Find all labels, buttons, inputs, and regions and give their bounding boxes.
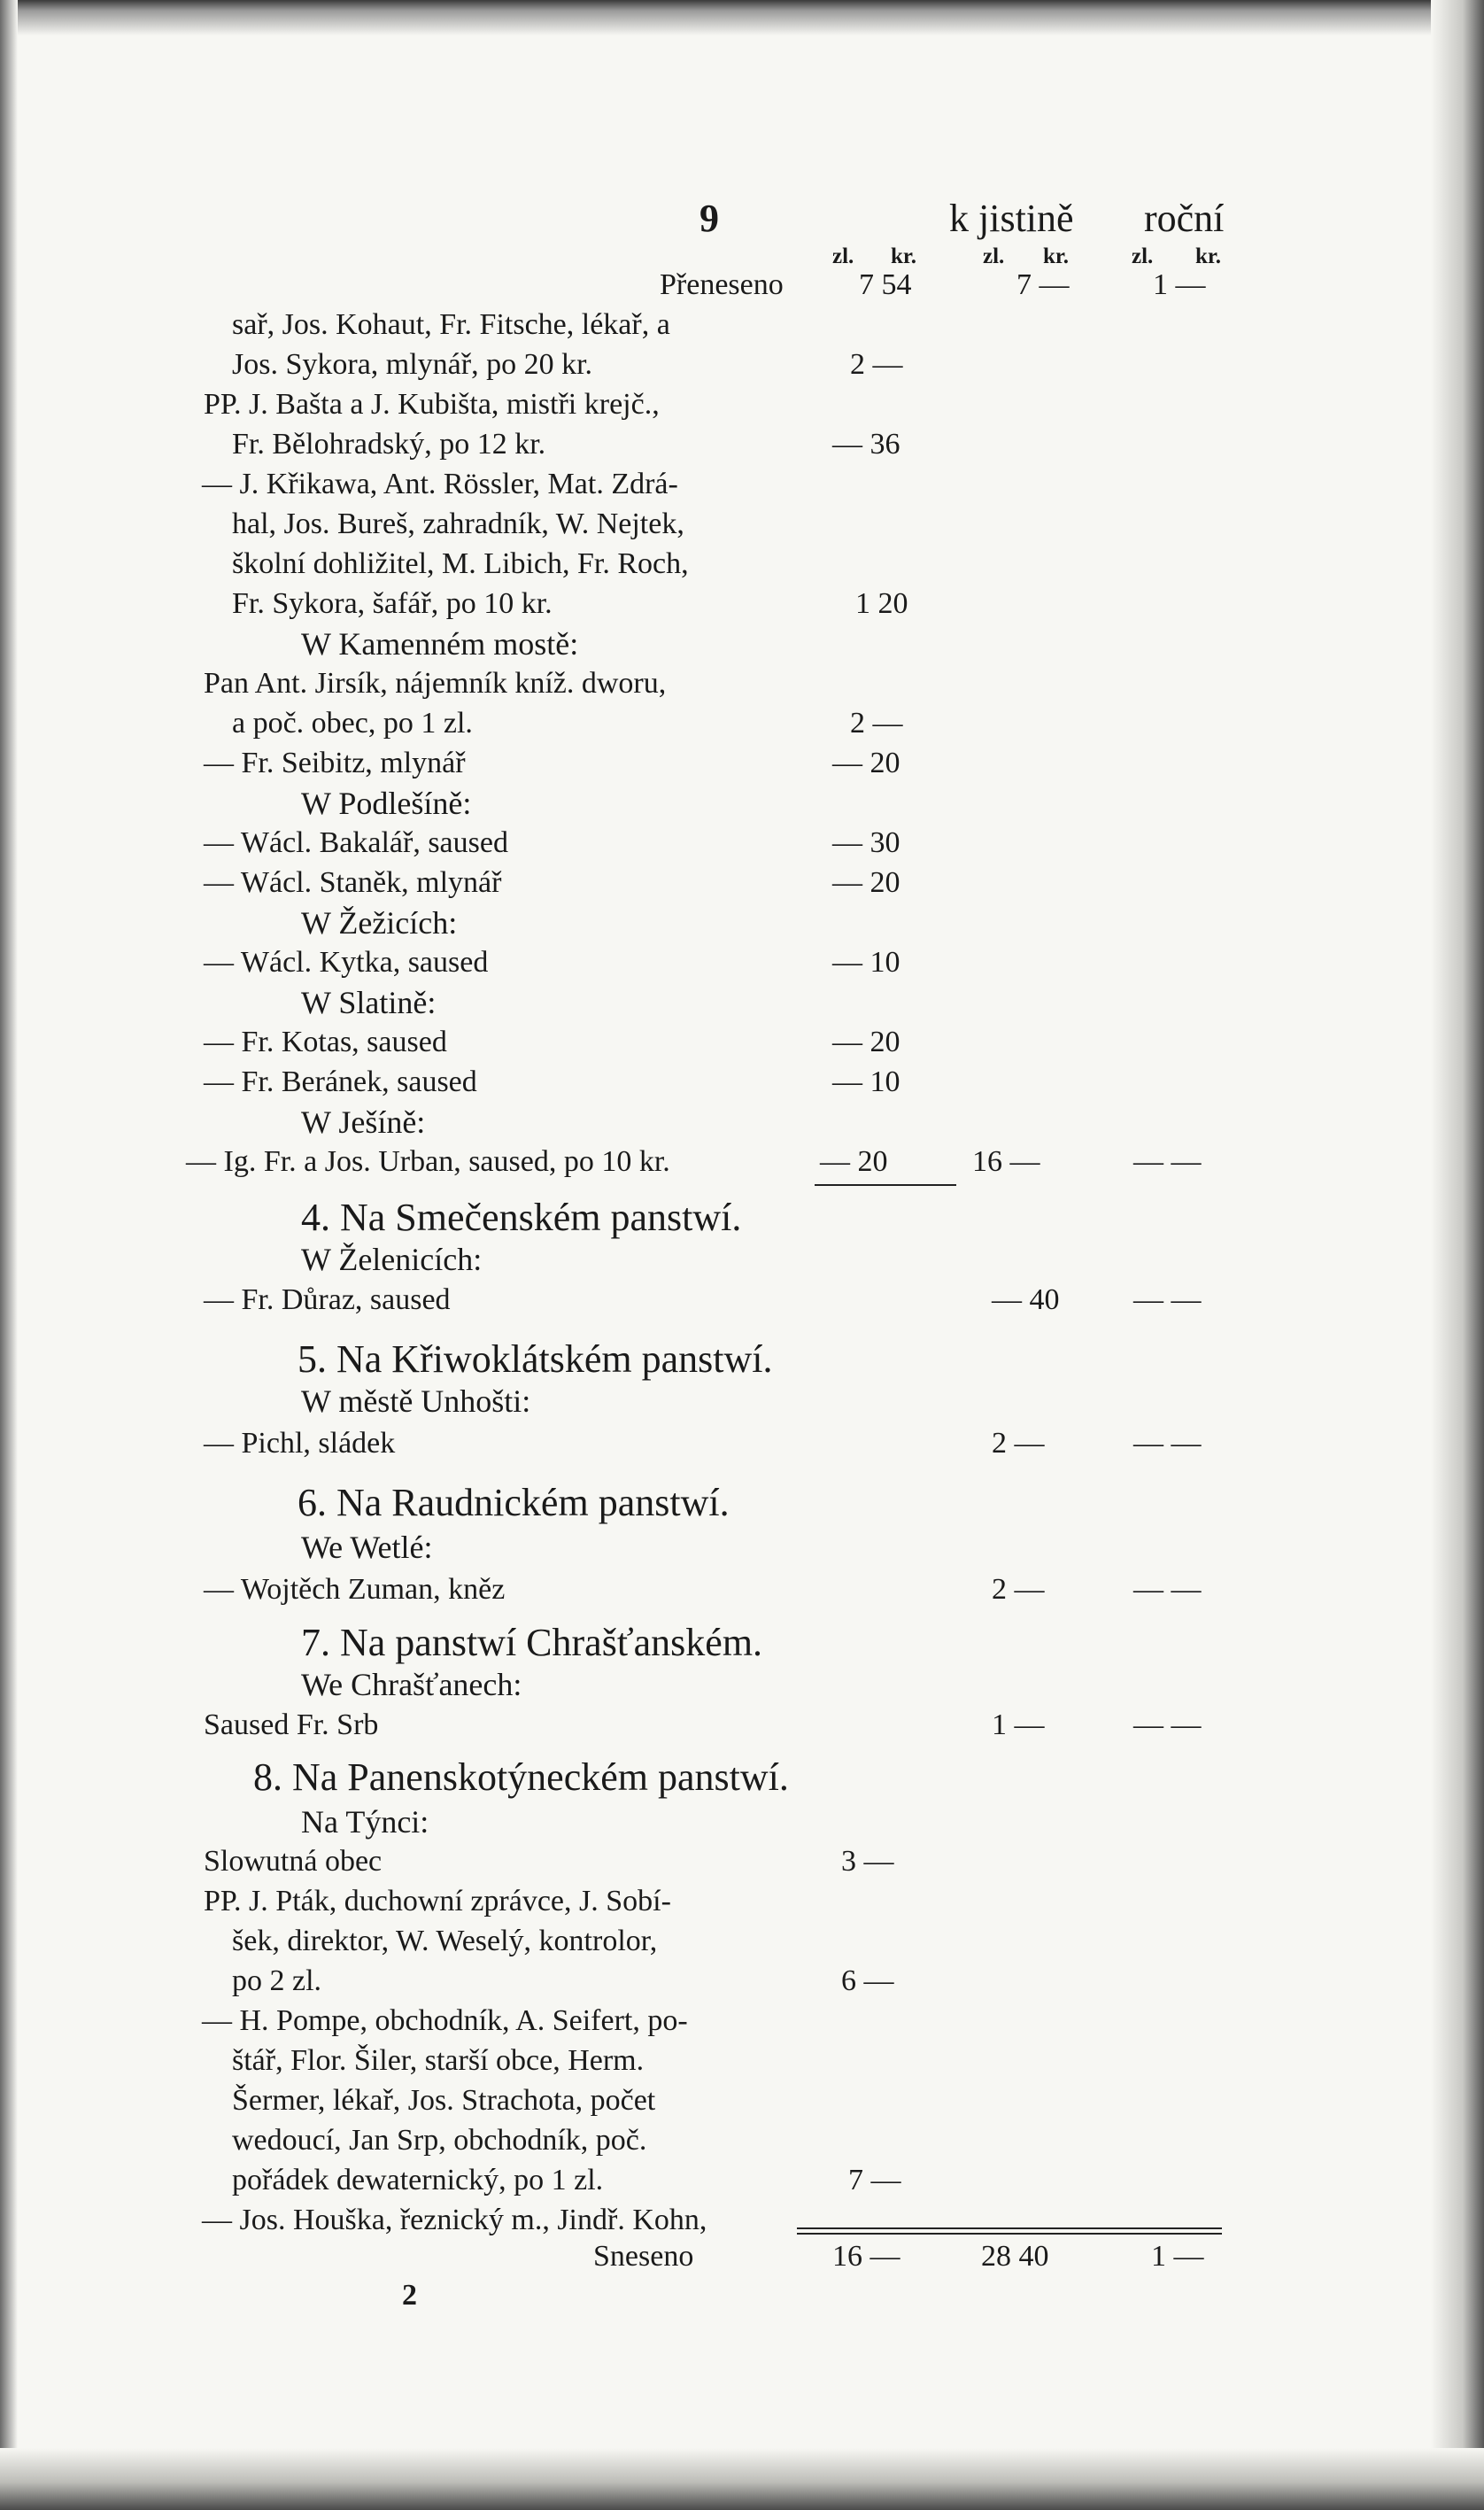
- list-item: — Pichl, sládek: [204, 1427, 396, 1460]
- total-rule-double: [797, 2233, 1222, 2235]
- place-heading: W Želenicích:: [301, 1242, 483, 1277]
- list-item: PP. J. Pták, duchowní zprávce, J. Sobí-: [204, 1885, 671, 1917]
- amount-value: 3 —: [841, 1845, 894, 1878]
- section-heading-8: 8. Na Panenskotýneckém panstwí.: [253, 1755, 789, 1799]
- list-item: — Fr. Kotas, saused: [204, 1026, 447, 1058]
- list-item: — Ig. Fr. a Jos. Urban, saused, po 10 kr.: [186, 1145, 670, 1178]
- list-item: Šermer, lékař, Jos. Strachota, počet: [232, 2084, 656, 2117]
- list-item: — Wácl. Staněk, mlynář: [204, 866, 502, 899]
- amount-value: 7 —: [848, 2164, 901, 2196]
- page-edge-bottom: [0, 2448, 1484, 2510]
- list-item: — Jos. Houška, řeznický m., Jindř. Kohn,: [202, 2204, 707, 2236]
- amount-value: 2 —: [850, 707, 903, 740]
- place-heading: We Chrašťanech:: [301, 1667, 522, 1702]
- amount-value: — —: [1133, 1145, 1202, 1178]
- list-item: wedoucí, Jan Srp, obchodník, poč.: [232, 2124, 647, 2157]
- place-heading: Na Týnci:: [301, 1804, 429, 1840]
- amount-value: — 40: [992, 1283, 1060, 1316]
- list-item: štář, Flor. Šiler, starší obce, Herm.: [232, 2044, 645, 2077]
- amount-value: — 10: [832, 1065, 900, 1098]
- unit-zl-3: zl.: [1132, 244, 1154, 268]
- amount-value: — —: [1133, 1573, 1202, 1606]
- list-item: — Wácl. Bakalář, saused: [204, 826, 508, 859]
- total-col2: 28 40: [981, 2240, 1049, 2273]
- place-heading: We Wetlé:: [301, 1530, 433, 1565]
- amount-value: 2 —: [850, 348, 903, 381]
- signature-mark: 2: [402, 2279, 417, 2312]
- list-item: — J. Křikawa, Ant. Rössler, Mat. Zdrá-: [202, 468, 678, 500]
- carried-col2: 7 —: [1016, 268, 1070, 301]
- list-item: Pan Ant. Jirsík, nájemník kníž. dworu,: [204, 667, 667, 700]
- list-item: — Fr. Beránek, saused: [204, 1065, 477, 1098]
- page-edge-top: [0, 0, 1484, 35]
- list-item: školní dohližitel, M. Libich, Fr. Roch,: [232, 547, 689, 580]
- amount-value: — 20: [832, 747, 900, 779]
- list-item: po 2 zl.: [232, 1964, 322, 1997]
- list-item: — H. Pompe, obchodník, A. Seifert, po-: [202, 2004, 688, 2037]
- place-heading: W Slatině:: [301, 985, 437, 1020]
- amount-value: — —: [1133, 1283, 1202, 1316]
- list-item: Saused Fr. Srb: [204, 1708, 379, 1741]
- list-item: — Wojtěch Zuman, kněz: [204, 1573, 506, 1606]
- unit-kr-1: kr.: [891, 244, 916, 268]
- subtotal-rule: [815, 1184, 956, 1186]
- list-item: a poč. obec, po 1 zl.: [232, 707, 473, 740]
- place-heading: W městě Unhošti:: [301, 1383, 531, 1419]
- total-rule: [797, 2227, 1222, 2229]
- list-item: pořádek dewaternický, po 1 zl.: [232, 2164, 604, 2196]
- unit-kr-2: kr.: [1043, 244, 1069, 268]
- list-item: Jos. Sykora, mlynář, po 20 kr.: [232, 348, 593, 381]
- amount-value: 2 —: [992, 1427, 1045, 1460]
- amount-value: 1 —: [992, 1708, 1045, 1741]
- place-heading: W Kamenném mostě:: [301, 626, 579, 662]
- carried-col1: 7 54: [859, 268, 912, 301]
- amount-value: 6 —: [841, 1964, 894, 1997]
- place-heading: W Žežicích:: [301, 905, 458, 941]
- carried-col3: 1 —: [1153, 268, 1206, 301]
- amount-value: — 20: [820, 1145, 888, 1178]
- total-label: Sneseno: [593, 2240, 694, 2273]
- list-item: sař, Jos. Kohaut, Fr. Fitsche, lékař, a: [232, 308, 670, 341]
- section-heading-5: 5. Na Křiwoklátském panstwí.: [298, 1337, 773, 1381]
- unit-kr-3: kr.: [1195, 244, 1221, 268]
- amount-value: — —: [1133, 1427, 1202, 1460]
- page-number: 9: [699, 197, 719, 240]
- amount-value: 1 20: [855, 587, 908, 620]
- carried-label: Přeneseno: [660, 268, 784, 301]
- list-item: — Fr. Seibitz, mlynář: [204, 747, 466, 779]
- unit-zl-1: zl.: [832, 244, 854, 268]
- section-heading-7: 7. Na panstwí Chrašťanském.: [301, 1621, 763, 1664]
- unit-zl-2: zl.: [983, 244, 1005, 268]
- list-item: Fr. Bělohradský, po 12 kr.: [232, 428, 546, 461]
- amount-value: — 20: [832, 1026, 900, 1058]
- page-edge-left: [0, 0, 18, 2510]
- section-heading-6: 6. Na Raudnickém panstwí.: [298, 1481, 730, 1524]
- list-item: šek, direktor, W. Weselý, kontrolor,: [232, 1925, 658, 1957]
- amount-value: — —: [1133, 1708, 1202, 1741]
- page-edge-right: [1431, 0, 1484, 2510]
- total-col3: 1 —: [1151, 2240, 1204, 2273]
- list-item: hal, Jos. Bureš, zahradník, W. Nejtek,: [232, 507, 684, 540]
- list-item: Fr. Sykora, šafář, po 10 kr.: [232, 587, 553, 620]
- header-rocni: roční: [1144, 197, 1225, 240]
- amount-value: 16 —: [972, 1145, 1040, 1178]
- list-item: — Wácl. Kytka, saused: [204, 946, 489, 979]
- place-heading: W Ješíně:: [301, 1104, 426, 1140]
- amount-value: — 10: [832, 946, 900, 979]
- header-jistine: k jistině: [949, 197, 1074, 240]
- amount-value: — 20: [832, 866, 900, 899]
- amount-value: 2 —: [992, 1573, 1045, 1606]
- total-col1: 16 —: [832, 2240, 900, 2273]
- amount-value: — 30: [832, 826, 900, 859]
- list-item: Slowutná obec: [204, 1845, 383, 1878]
- amount-value: — 36: [832, 428, 900, 461]
- list-item: PP. J. Bašta a J. Kubišta, mistři krejč.,: [204, 388, 660, 421]
- section-heading-4: 4. Na Smečenském panstwí.: [301, 1196, 742, 1239]
- list-item: — Fr. Důraz, saused: [204, 1283, 451, 1316]
- place-heading: W Podlešíně:: [301, 786, 472, 821]
